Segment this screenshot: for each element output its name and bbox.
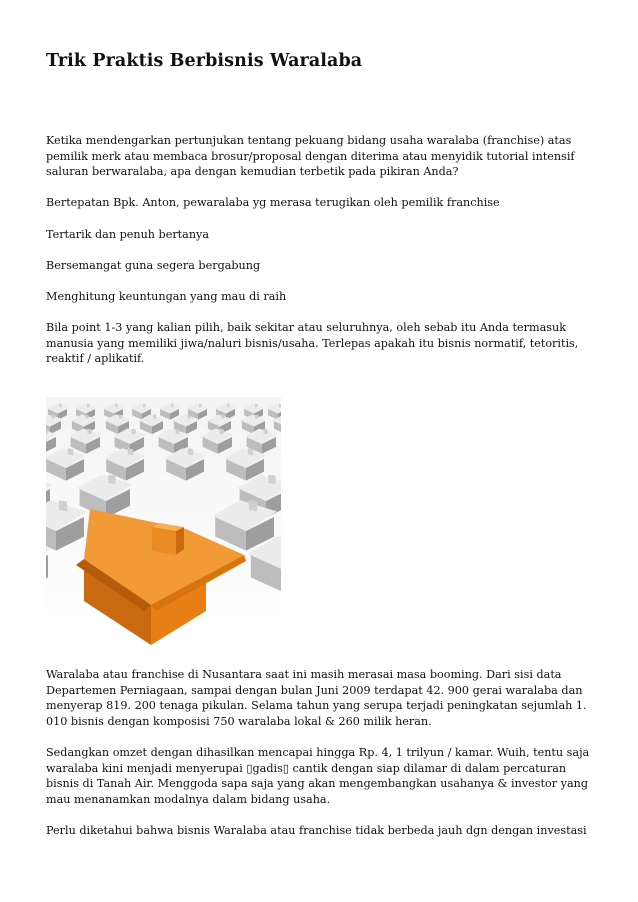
page-title: Trik Praktis Berbisnis Waralaba	[46, 51, 363, 71]
paragraph-omzet: Sedangkan omzet dengan dihasilkan mencapai hingga Rp. 4, 1 trilyun / kamar. Wuih, tentu saja waralaba kini menjadi menyerupai ▯gadis▯ cantik dengan siap dilamar di dalam percaturan bisnis di Tanah Air. Menggoda sapa saja yang akan mengembangkan usahanya & investor yang mau menanamkan modalnya dalam bidang usaha.	[46, 745, 590, 806]
paragraph-closing: Perlu diketahui bahwa bisnis Waralaba atau franchise tidak berbeda jauh dgn dengan investasi	[46, 823, 587, 837]
paragraph-option-3: Bersemangat guna segera bergabung	[46, 258, 261, 272]
houses-orange-house-illustration	[46, 397, 281, 650]
paragraph-intro: Ketika mendengarkan pertunjukan tentang pekuang bidang usaha waralaba (franchise) atas pemilik merk atau membaca brosur/proposal dengan diterima atau menyidik tutorial intensif saluran berwaralaba, apa dengan kemudian terbetik pada pikiran Anda?	[46, 134, 575, 179]
paragraph-option-4: Menghitung keuntungan yang mau di raih	[46, 289, 287, 303]
paragraph-option-1: Bertepatan Bpk. Anton, pewaralaba yg merasa terugikan oleh pemilik franchise	[46, 196, 500, 210]
paragraph-option-2: Tertarik dan penuh bertanya	[46, 227, 210, 241]
article-body-bottom	[46, 667, 596, 854]
paragraph-statistics: Waralaba atau franchise di Nusantara saat ini masih merasai masa booming. Dari sisi data Departemen Perniagaan, sampai dengan bulan Juni 2009 terdapat 42. 900 gerai waralaba dan menyerap 819. 200 tenaga pikulan. Selama tahun yang serupa terjadi peningkatan sejumlah 1. 010 bisnis dengan komposisi 750 waralaba lokal & 260 milik heran.	[46, 668, 587, 728]
article-body-top	[46, 133, 596, 383]
paragraph-conclusion: Bila point 1-3 yang kalian pilih, baik sekitar atau seluruhnya, oleh sebab itu Anda termasuk manusia yang memiliki jiwa/naluri bisnis/usaha. Terlepas apakah itu bisnis normatif, tetoritis, reaktif / aplikatif.	[46, 321, 579, 366]
houses-illustration-svg	[46, 397, 281, 650]
